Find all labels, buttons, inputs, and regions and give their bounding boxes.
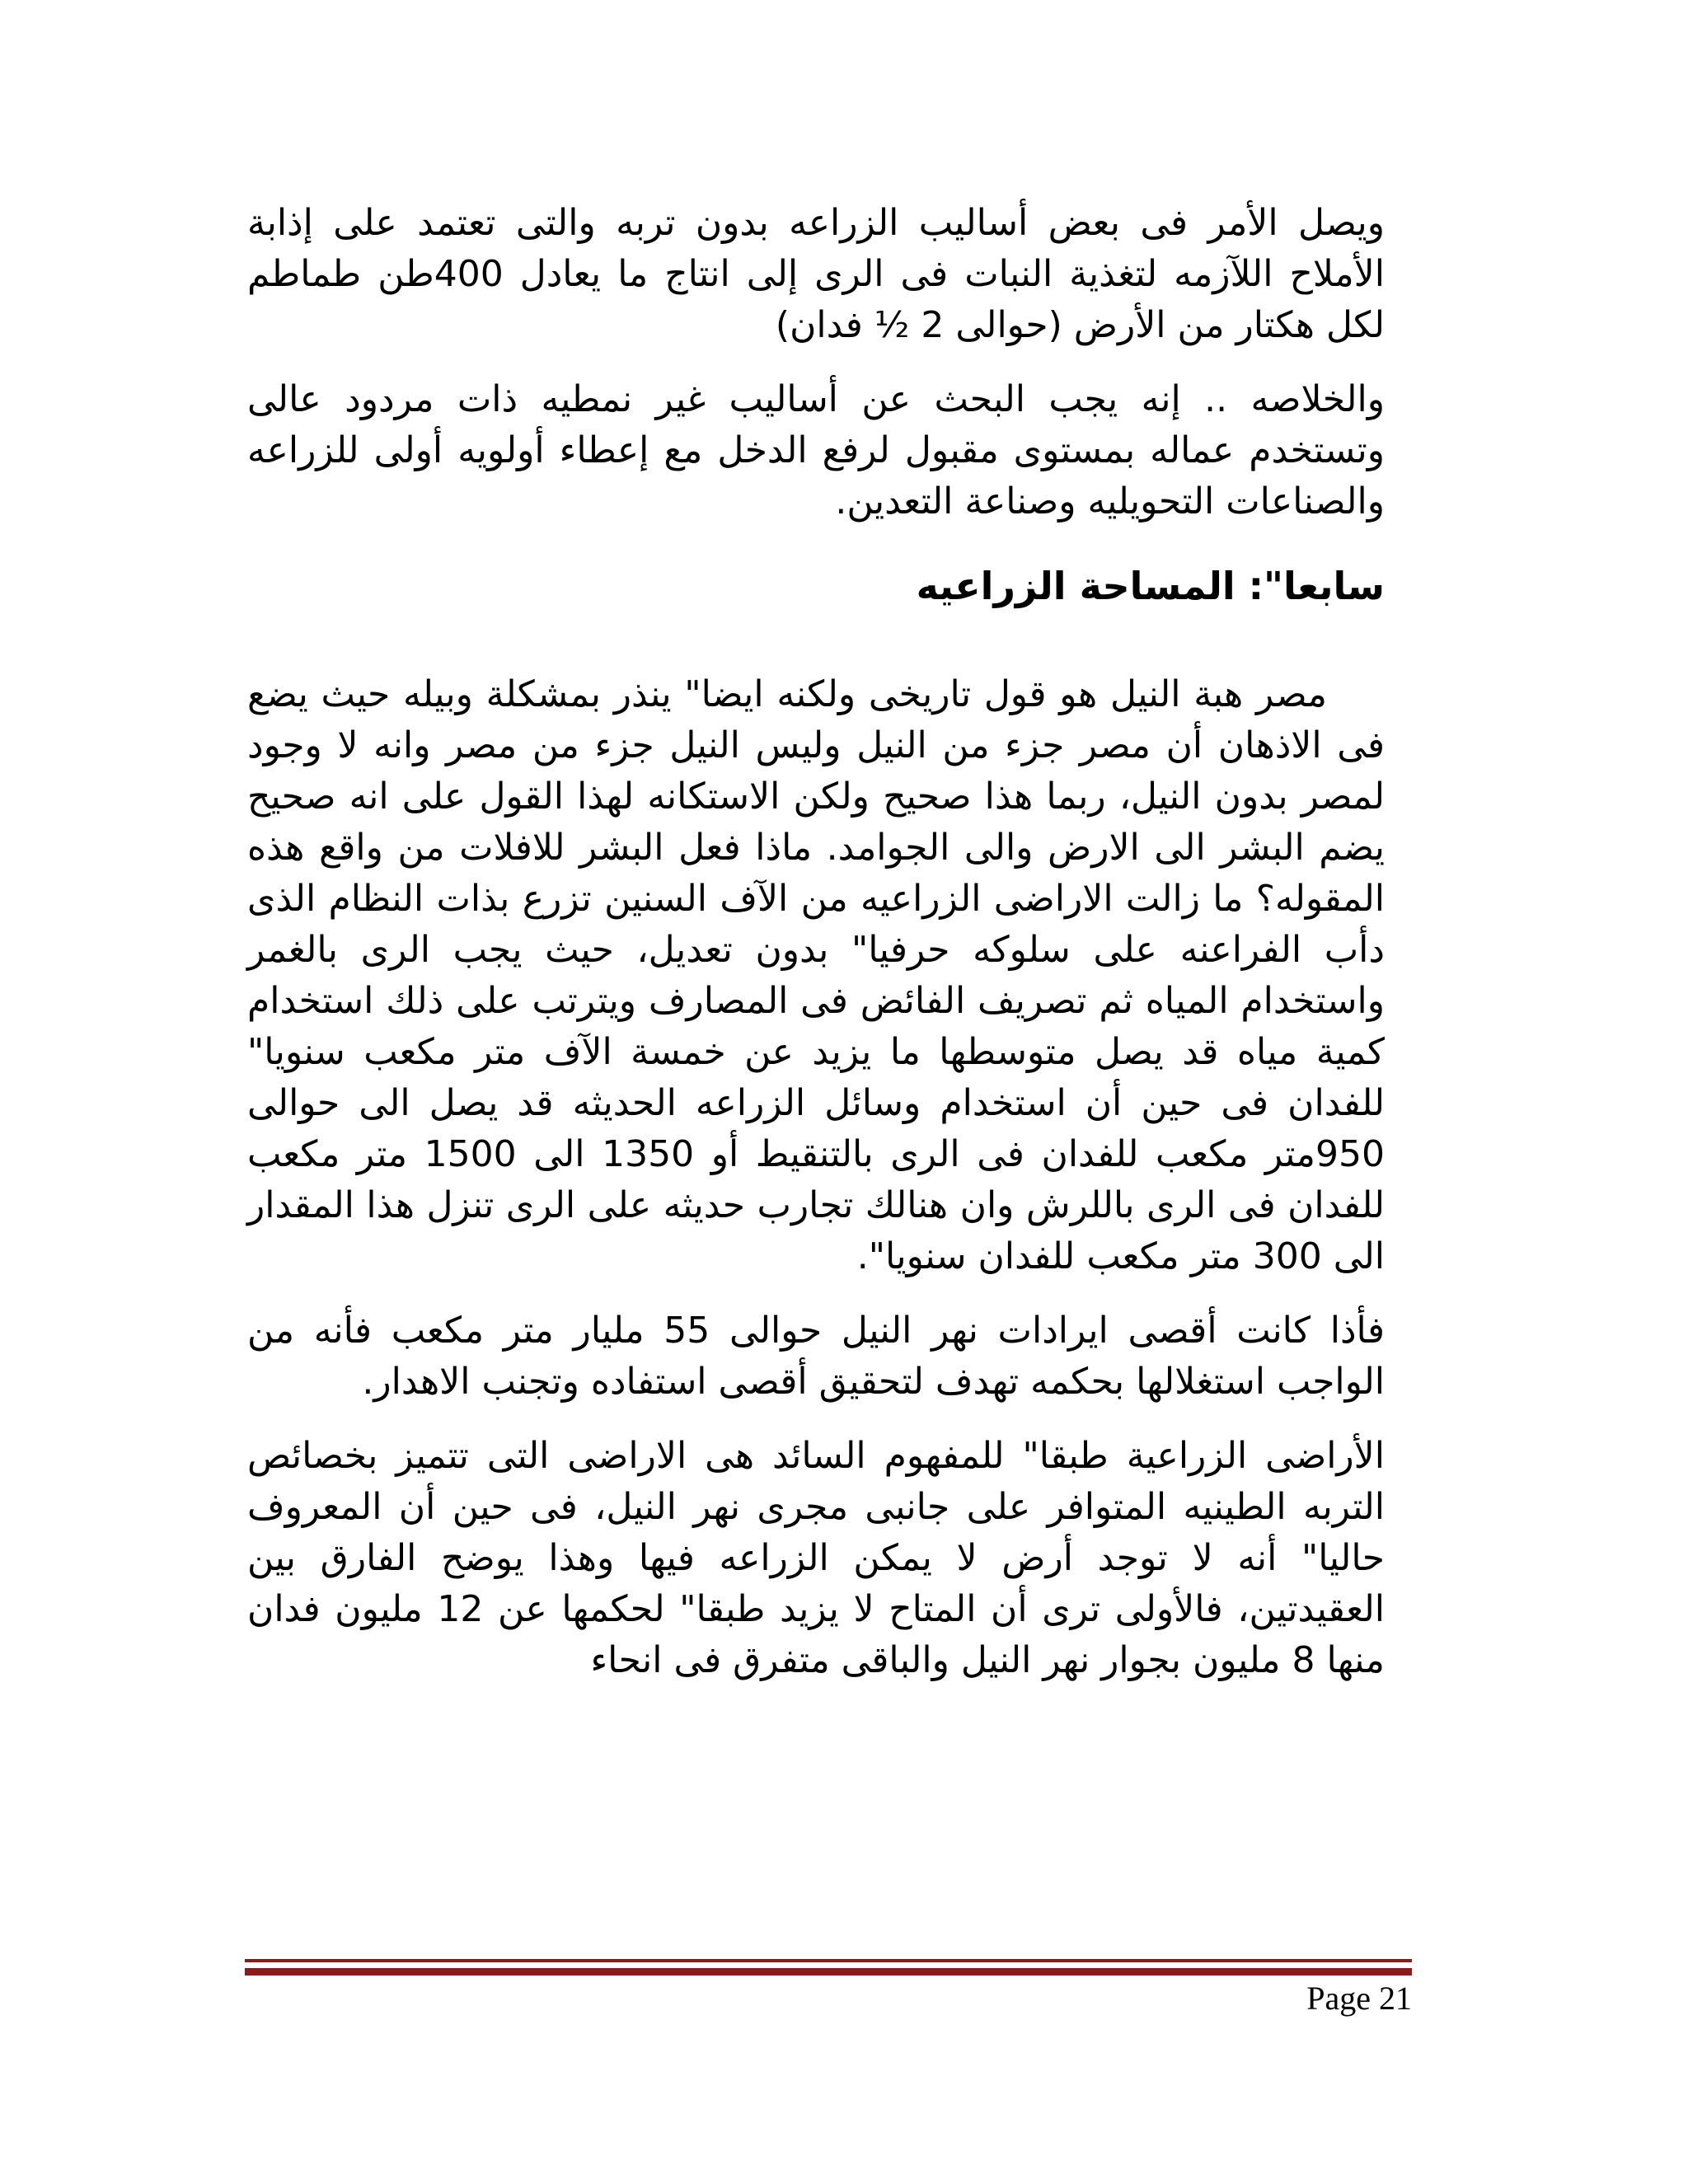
page-body [247,198,1385,1709]
paragraph-nile-revenue: فأذا كانت أقصى ايرادات نهر النيل حوالى 55 مليار متر مكعب فأنه من الواجب استغلالها بحكمه تهدف لتحقيق أقصى استفاده وتجنب الاهدار. [247,1310,1385,1403]
paragraph-conclusion: والخلاصه .. إنه يجب البحث عن أساليب غير نمطيه ذات مردود عالى وتستخدم عماله بمستوى مقبول لرفع الدخل مع إعطاء أولويه أولى للزراعه والصناعات التحويليه وصناعة التعدين. [247,378,1385,523]
section-heading: سابعا": المساحة الزراعيه [916,564,1385,608]
page-number: Page 21 [1306,1980,1412,2017]
footer-rule-thin [245,1959,1412,1962]
paragraph-soilless-farming: ويصل الأمر فى بعض أساليب الزراعه بدون تربه والتى تعتمد على إذابة الأملاح اللآزمه لتغذية النبات فى الرى إلى انتاج ما يعادل 400طن طماطم لكل هكتار من الأرض (حوالى 2 ½ فدان) [247,202,1385,346]
paragraph-nile-gift: مصر هبة النيل هو قول تاريخى ولكنه ايضا" ينذر بمشكلة وبيله حيث يضع فى الاذهان أن مصر جزء من النيل وليس النيل جزء من مصر وانه لا وجود لمصر بدون النيل، ربما هذا صحيح ولكن الاستكانه لهذا القول على انه صحيح يضم البشر الى الارض والى الجوامد. ماذا فعل البشر للافلات من واقع هذه المقوله؟ ما زالت الاراضى الزراعيه من الآف السنين تزرع بذات النظام الذى دأب الفراعنه على سلوكه حرفيا" بدون تعديل، حيث يجب الرى بالغمر واستخدام المياه ثم تصريف الفائض فى المصارف ويترتب على ذلك استخدام كمية مياه قد يصل متوسطها ما يزيد عن خمسة الآف متر مكعب سنويا" للفدان فى حين أن استخدام وسائل الزراعه الحديثه قد يصل الى حوالى 950متر مكعب للفدان فى الرى بالتنقيط أو 1350 الى 1500 متر مكعب للفدان فى الرى باللرش وان هنالك تجارب حديثه على الرى تنزل هذا المقدار الى 300 متر مكعب للفدان سنويا". [247,673,1385,1277]
footer-rule-thick [245,1968,1412,1975]
paragraph-agricultural-land: الأراضى الزراعية طبقا" للمفهوم السائد هى الاراضى التى تتميز بخصائص التربه الطينيه المتوافر على جانبى مجرى نهر النيل، فى حين أن المعروف حاليا" أنه لا توجد أرض لا يمكن الزراعه فيها وهذا يوضح الفارق بين العقيدتين، فالأولى ترى أن المتاح لا يزيد طبقا" لحكمها عن 12 مليون فدان منها 8 مليون بجوار نهر النيل والباقى متفرق فى انحاء [247,1435,1385,1681]
